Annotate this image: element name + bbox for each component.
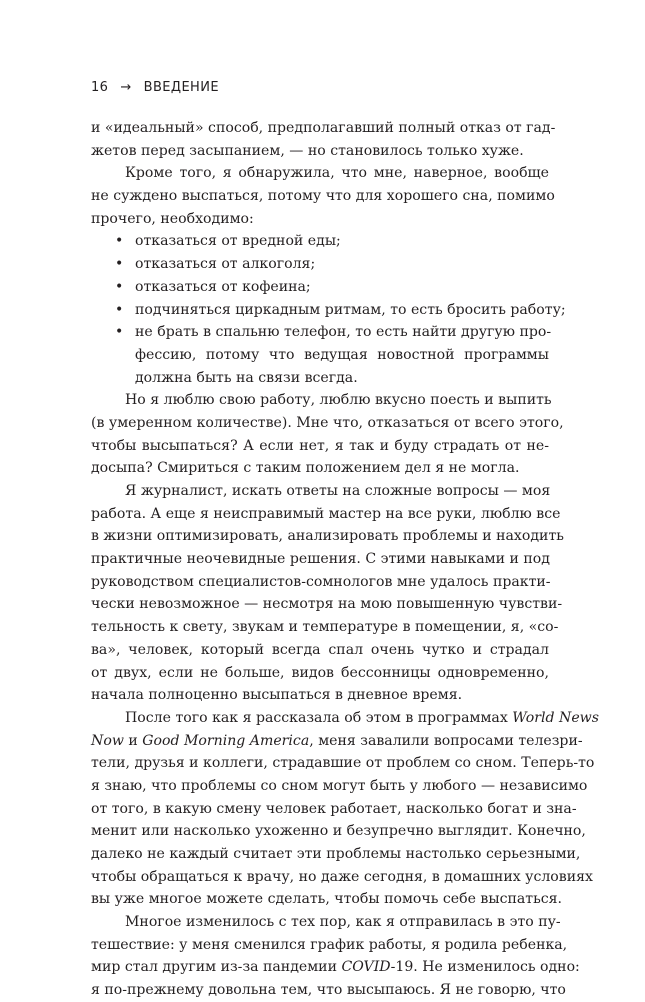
bullet-item bbox=[91, 321, 552, 344]
bullet-icon: • bbox=[115, 256, 124, 273]
text-line: должна быть на связи всегда. bbox=[135, 369, 358, 386]
text-line: работа. А еще я неисправимый мастер на все руки, люблю все bbox=[91, 505, 561, 522]
text-line: от двух, если не больше, видов бессонницы одновременно, bbox=[91, 664, 549, 681]
text-line: Кроме того, я обнаружила, что мне, наверное, вообще bbox=[125, 165, 549, 182]
bullet-icon: • bbox=[115, 233, 124, 250]
text-line: и «идеальный» способ, предполагавший полный отказ от гад- bbox=[91, 120, 556, 136]
text-line bbox=[91, 730, 583, 753]
text-line: досыпа? Смириться с таким положением дел я не могла. bbox=[91, 460, 520, 477]
text-line: Многое изменилось с тех пор, как я отправилась в это пу- bbox=[125, 914, 561, 931]
bullet-item bbox=[91, 276, 549, 299]
body-text bbox=[91, 117, 599, 1002]
text-line: вы уже многое можете сделать, чтобы помочь себе выспаться. bbox=[91, 891, 563, 908]
text-line: жетов перед засыпанием, — но становилось только хуже. bbox=[91, 142, 524, 159]
text-line: в жизни оптимизировать, анализировать проблемы и находить bbox=[91, 528, 564, 545]
text-line: чески невозможное — несмотря на мою повышенную чувстви- bbox=[91, 596, 563, 613]
text-line: чтобы обращаться к врачу, но даже сегодня, в домашних условиях bbox=[91, 868, 593, 885]
text-run: , меня завалили вопросами телезри- bbox=[309, 732, 583, 749]
text-run: После того как я рассказала об этом в программах bbox=[125, 709, 513, 726]
text-line: (в умеренном количестве). Мне что, отказаться от всего этого, bbox=[91, 414, 564, 431]
italic-term: COVID bbox=[341, 959, 391, 976]
arrow-right-icon: → bbox=[120, 80, 132, 95]
bullet-icon: • bbox=[115, 301, 124, 318]
bullet-text: подчиняться циркадным ритмам, то есть бросить работу; bbox=[135, 301, 566, 318]
text-line: чтобы высыпаться? А если нет, я так и буду страдать от не- bbox=[91, 437, 549, 454]
bullet-text: отказаться от вредной еды; bbox=[135, 233, 341, 250]
text-line: не суждено выспаться, потому что для хорошего сна, помимо bbox=[91, 188, 555, 205]
program-title: World News bbox=[512, 709, 599, 726]
text-line: начала полноценно высыпаться в дневное время. bbox=[91, 687, 463, 704]
bullet-item bbox=[91, 299, 566, 322]
bullet-text: отказаться от кофеина; bbox=[135, 278, 311, 295]
bullet-icon: • bbox=[115, 324, 124, 341]
text-line: менит или насколько ухоженно и безупречно выглядит. Конечно, bbox=[91, 823, 586, 840]
text-line bbox=[91, 956, 580, 979]
bullet-item bbox=[91, 253, 549, 276]
program-title: Good Morning America bbox=[142, 732, 310, 749]
text-line: фессию, потому что ведущая новостной программы bbox=[135, 346, 549, 363]
text-line: от того, в какую смену человек работает, насколько богат и зна- bbox=[91, 800, 577, 817]
page-number: 16 bbox=[91, 80, 109, 95]
text-line: далеко не каждый считает эти проблемы настолько серьезными, bbox=[91, 846, 581, 862]
bullet-text: не брать в спальню телефон, то есть найти другую про- bbox=[135, 324, 552, 341]
text-line: ва», человек, который всегда спал очень чутко и страдал bbox=[91, 641, 549, 658]
text-line: тели, друзья и коллеги, страдавшие от проблем со сном. Теперь-то bbox=[91, 755, 595, 772]
text-line: тельность к свету, звукам и температуре в помещении, я, «со- bbox=[91, 619, 559, 636]
running-head bbox=[91, 80, 219, 95]
bullet-icon: • bbox=[115, 278, 124, 295]
bullet-text: отказаться от алкоголя; bbox=[135, 256, 316, 273]
text-run: и bbox=[123, 732, 143, 749]
text-line: я знаю, что проблемы со сном могут быть у любого — независимо bbox=[91, 777, 588, 794]
text-line: прочего, необходимо: bbox=[91, 210, 254, 227]
text-line: Но я люблю свою работу, люблю вкусно поесть и выпить bbox=[125, 392, 552, 409]
text-run: -19. Не изменилось одно: bbox=[390, 959, 580, 976]
text-line: практичные неочевидные решения. С этими навыками и под bbox=[91, 551, 550, 568]
text-line: тешествие: у меня сменился график работы, я родила ребенка, bbox=[91, 936, 568, 953]
program-title: Now bbox=[91, 732, 124, 749]
text-run: мир стал другим из-за пандемии bbox=[91, 959, 342, 976]
bullet-item bbox=[91, 230, 549, 253]
section-title: ВВЕДЕНИЕ bbox=[143, 80, 219, 95]
text-line bbox=[91, 707, 599, 730]
text-line: Я журналист, искать ответы на сложные вопросы — моя bbox=[125, 483, 551, 499]
text-line: я по-прежнему довольна тем, что высыпаюсь. Я не говорю, что bbox=[91, 982, 566, 999]
text-line: руководством специалистов-сомнологов мне удалось практи- bbox=[91, 573, 551, 590]
